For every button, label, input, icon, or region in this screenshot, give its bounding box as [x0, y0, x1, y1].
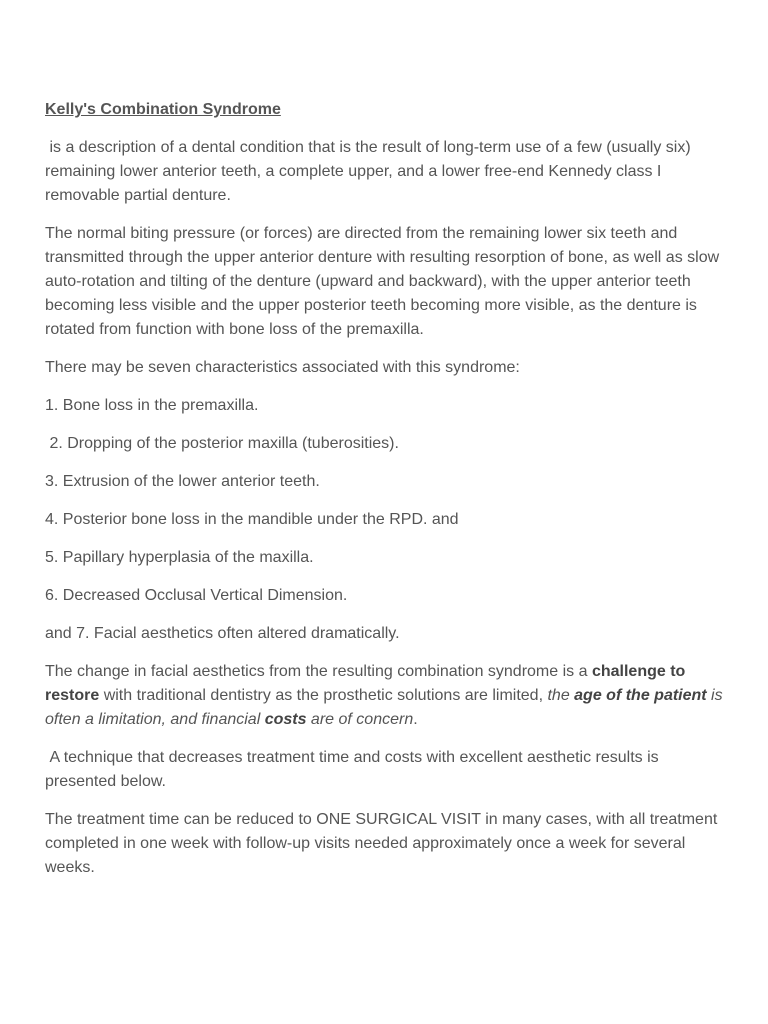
- treatment-paragraph: The treatment time can be reduced to ONE SURGICAL VISIT in many cases, with all treatment completed in one week with follow-up visits needed approximately once a week for several weeks.: [45, 811, 718, 876]
- age-emphasis: age of the patient: [574, 687, 707, 704]
- characteristics-intro: There may be seven characteristics associated with this syndrome:: [45, 359, 520, 376]
- costs-emphasis: costs: [264, 711, 307, 728]
- characteristic-item-6: 6. Decreased Occlusal Vertical Dimension.: [45, 587, 348, 604]
- challenge-emphasis: challenge to restore: [45, 663, 690, 704]
- change-paragraph: [45, 660, 729, 732]
- characteristic-item-7: and 7. Facial aesthetics often altered dramatically.: [45, 625, 400, 642]
- change-italic-2: is often a limitation, and financial: [45, 687, 728, 728]
- characteristic-item-4: 4. Posterior bone loss in the mandible under the RPD. and: [45, 511, 459, 528]
- forces-paragraph: The normal biting pressure (or forces) are directed from the remaining lower six teeth and transmitted through the upper anterior denture with resulting resorption of bone, as well as slow auto-rotation and tilting of the denture (upward and backward), with the upper anterior teeth becoming less visible and the upper posterior teeth becoming more visible, as the denture is rotated from function with bone loss of the premaxilla.: [45, 225, 720, 338]
- intro-paragraph: is a description of a dental condition that is the result of long-term use of a few (usually six) remaining lower anterior teeth, a complete upper, and a lower free-end Kennedy class I removable partial denture.: [45, 139, 696, 204]
- change-text-1: The change in facial aesthetics from the resulting combination syndrome is a: [45, 663, 592, 680]
- technique-paragraph: A technique that decreases treatment time and costs with excellent aesthetic results is presented below.: [45, 749, 664, 790]
- characteristic-item-5: 5. Papillary hyperplasia of the maxilla.: [45, 549, 314, 566]
- change-italic-1: the: [547, 687, 575, 704]
- characteristic-item-3: 3. Extrusion of the lower anterior teeth.: [45, 473, 320, 490]
- change-text-2: with traditional dentistry as the prosthetic solutions are limited,: [99, 687, 548, 704]
- document-title: Kelly's Combination Syndrome: [45, 101, 281, 118]
- change-italic-3: are of concern: [306, 711, 414, 728]
- characteristic-item-1: 1. Bone loss in the premaxilla.: [45, 397, 259, 414]
- document-page: [45, 98, 729, 894]
- characteristic-item-2: 2. Dropping of the posterior maxilla (tuberosities).: [45, 435, 399, 452]
- change-end: .: [413, 711, 418, 728]
